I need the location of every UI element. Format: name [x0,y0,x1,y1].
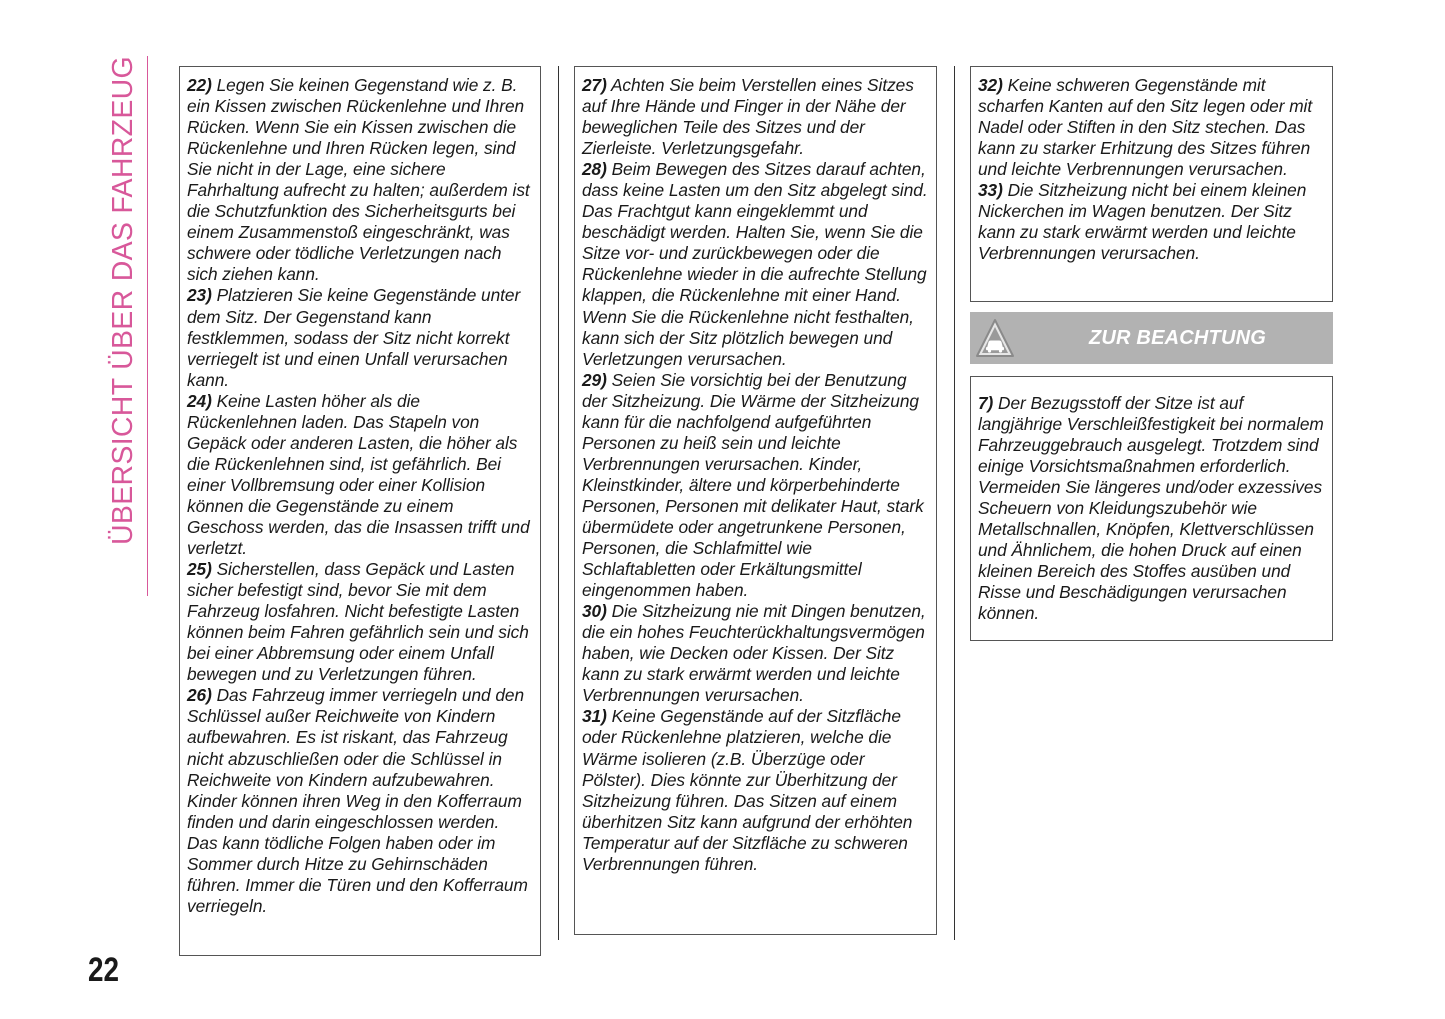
warning-item [582,370,930,602]
warning-text: Seien Sie vorsichtig bei der Benutzung der Sitzheizung. Die Wärme der Sitzheizung kann für die nachfolgend aufgeführten Personen zu heiß sein und leichte Verbrennungen verursachen. Kinder, Kleinstkinder, ältere und körperbehinderte Personen, Personen mit delikater Haut, stark übermüdete oder angetrunkene Personen, Personen, die Schlafmittel wie Schlaftabletten oder Erkältungsmittel eingenommen haben. [582,369,924,601]
warning-text: Keine Gegenstände auf der Sitzfläche oder Rückenlehne platzieren, welche die Wärme isolieren (z.B. Überzüge oder Pölster). Dies könnte zur Überhitzung der Sitzheizung führen. Das Sitzen auf einem überhitzen Sitz kann aufgrund der erhöhten Temperatur auf der Sitzfläche zu schweren Verbrennungen führen. [582,706,913,874]
warning-number: 28) [582,159,607,180]
column-divider [558,66,559,940]
warning-text: Keine schweren Gegenstände mit scharfen Kanten auf den Sitz legen oder mit Nadel oder Stiften in den Sitz stechen. Das kann zu starker Erhitzung des Sitzes führen und leichte Verbrennungen verursachen. [978,75,1313,180]
section-title [100,56,148,596]
warning-item [978,75,1326,180]
warning-item [187,285,534,390]
warning-number: 33) [978,180,1003,201]
warning-item [187,75,534,285]
column-divider [954,66,955,940]
warning-item [582,159,930,369]
warning-item [582,706,930,874]
page-number: 22 [88,951,120,989]
warning-number: 29) [582,369,607,390]
warning-number: 25) [187,559,212,580]
warning-number: 24) [187,390,212,411]
note-list [971,377,1332,625]
warning-item [582,601,930,706]
warning-box-2 [574,66,937,935]
warning-item [582,75,930,159]
warning-number: 30) [582,601,607,622]
note-item [978,393,1326,625]
warning-list [180,67,540,917]
warning-number: 26) [187,685,212,706]
warning-number: 27) [582,75,607,95]
car-warning-icon [974,316,1016,360]
warning-box-3 [970,66,1333,302]
warning-text: Platzieren Sie keine Gegenstände unter dem Sitz. Der Gegenstand kann festklemmen, sodass der Sitz nicht korrekt verriegelt ist und einen Unfall verursachen kann. [187,285,521,390]
note-header-label: ZUR BEACHTUNG [1088,326,1267,349]
note-header [970,312,1333,364]
warning-number: 23) [187,285,212,306]
warning-text: Das Fahrzeug immer verriegeln und den Schlüssel außer Reichweite von Kindern aufbewahren. Es ist riskant, das Fahrzeug nicht abzuschließen oder die Schlüssel in Reichweite von Kindern aufzubewahren. Kinder können ihren Weg in den Kofferraum finden und darin eingeschlossen werden. Das kann tödliche Folgen haben oder im Sommer durch Hitze zu Gehirnschäden führen. Immer die Türen und den Kofferraum verriegeln. [187,685,528,916]
warning-number: 22) [187,75,212,95]
warning-item [187,685,534,917]
note-number: 7) [978,393,994,413]
warning-text: Die Sitzheizung nicht bei einem kleinen Nickerchen im Wagen benutzen. Der Sitz kann zu stark erwärmt werden und leichte Verbrennungen verursachen. [978,180,1307,264]
warning-text: Keine Lasten höher als die Rückenlehnen laden. Das Stapeln von Gepäck oder anderen Lasten, die höher als die Rückenlehnen sind, ist gefährlich. Bei einer Vollbremsung oder einer Kollision können die Gegenstände zu einem Geschoss werden, das die Insassen trifft und verletzt. [187,390,530,559]
warning-box-1 [179,66,541,956]
warning-item [187,391,534,559]
section-title-text: ÜBERSICHT ÜBER DAS FAHRZEUG [107,56,140,545]
note-box [970,376,1333,641]
warning-item [978,180,1326,264]
warning-number: 31) [582,706,607,727]
warning-number: 32) [978,75,1003,95]
warning-text: Die Sitzheizung nie mit Dingen benutzen, die ein hohes Feuchterückhaltungsvermögen haben, wie Decken oder Kissen. Der Sitz kann zu stark erwärmt werden und leichte Verbrennungen verursachen. [582,601,926,706]
warning-text: Legen Sie keinen Gegenstand wie z. B. ein Kissen zwischen Rückenlehne und Ihren Rücken. Wenn Sie ein Kissen zwischen die Rückenlehne und Ihren Rücken legen, sind Sie nicht in der Lage, eine sichere Fahrhaltung aufrecht zu halten; außerdem ist die Schutzfunktion des Sicherheitsgurts bei einem Zusammenstoß eingeschränkt, was schwere oder tödliche Verletzungen nach sich ziehen kann. [187,75,530,285]
warning-list [575,67,936,875]
warning-text: Beim Bewegen des Sitzes darauf achten, dass keine Lasten um den Sitz abgelegt sind. Das Frachtgut kann eingeklemmt und beschädigt werden. Halten Sie, wenn Sie die Sitze vor- und zurückbewegen oder die Rückenlehne wieder in die aufrechte Stellung klappen, die Rückenlehne mit einer Hand. Wenn Sie die Rückenlehne nicht festhalten, kann sich der Sitz plötzlich bewegen und Verletzungen verursachen. [582,159,928,369]
note-text: Der Bezugsstoff der Sitze ist auf langjährige Verschleißfestigkeit bei normalem Fahrzeuggebrauch ausgelegt. Trotzdem sind einige Vorsichtsmaßnahmen erforderlich. Vermeiden Sie längeres und/oder exzessives Scheuern von Kleidungszubehör wie Metallschnallen, Knöpfen, Klettverschlüssen und Ähnlichem, die hohen Druck auf einen kleinen Bereich des Stoffes ausüben und Risse und Beschädigungen verursachen können. [978,393,1324,624]
warning-text: Sicherstellen, dass Gepäck und Lasten sicher befestigt sind, bevor Sie mit dem Fahrzeug losfahren. Nicht befestigte Lasten können beim Fahren gefährlich sein und sich bei einer Abbremsung oder einem Unfall bewegen und zu Verletzungen führen. [187,559,529,685]
warning-item [187,559,534,685]
warning-text: Achten Sie beim Verstellen eines Sitzes auf Ihre Hände und Finger in der Nähe der beweglichen Teile des Sitzes und der Zierleiste. Verletzungsgefahr. [582,75,914,159]
warning-list [971,67,1332,264]
